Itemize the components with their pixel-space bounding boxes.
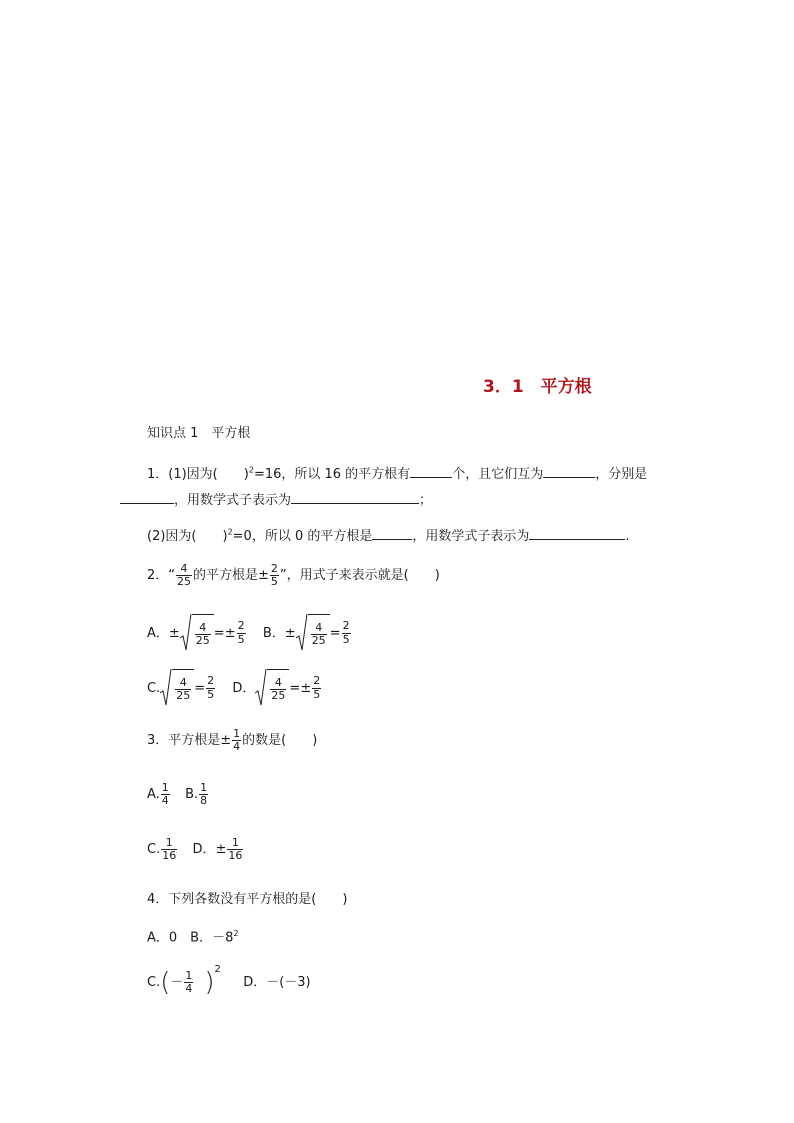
option-b[interactable]: B. $\frac{1}{8}$ (185, 781, 208, 808)
question-2-stem: 2．“ $\frac{4}{25}$ 的平方根是± $\frac{2}{5}$ ”，用式子来表示就是( ) (147, 562, 440, 589)
question-1-line-2: ，用数学式子表示为 ； (120, 491, 432, 507)
option-a[interactable]: A. $\frac{1}{4}$ (147, 781, 169, 808)
option-a[interactable]: A．± $\frac{4}{25}$ =± $\frac{2}{5}$ (147, 626, 251, 641)
answer-blank[interactable] (372, 527, 412, 540)
square-root: $\frac{4}{25}$ (160, 669, 194, 707)
answer-blank[interactable] (120, 491, 174, 504)
square-root: $\frac{4}{25}$ (296, 614, 330, 652)
question-3-options-cd (147, 837, 244, 862)
fraction: $\frac{4}{25}$ (177, 562, 192, 589)
page-title: 3．1 平方根 (483, 377, 592, 397)
question-1-line-3: (2)因为( )$^2$=0，所以 0 的平方根是 ，用数学式子表示为 . (147, 527, 630, 544)
option-b[interactable]: B．± $\frac{4}{25}$ = $\frac{2}{5}$ (263, 626, 352, 641)
answer-blank[interactable] (529, 527, 625, 540)
option-d[interactable]: D．± $\frac{1}{16}$ (192, 836, 243, 863)
answer-blank[interactable] (543, 465, 595, 478)
square-root: $\frac{4}{25}$ (180, 614, 214, 652)
question-3-options-ab (147, 782, 209, 807)
question-2-options-ab (147, 614, 352, 652)
answer-blank[interactable] (410, 465, 452, 478)
fraction: $\frac{2}{5}$ (270, 562, 278, 589)
question-4-options-cd (147, 965, 311, 996)
question-2-options-cd (147, 669, 322, 707)
question-4-options-ab[interactable]: A．0 B．$-8^2$ (147, 929, 239, 946)
option-d[interactable]: D． $\frac{4}{25}$ =± $\frac{2}{5}$ (232, 681, 322, 696)
question-1-line-1: 1．(1)因为( )$^2$=16，所以 16 的平方根有 个，且它们互为 ，分别是 (147, 465, 648, 482)
option-c[interactable]: C. $\frac{1}{16}$ (147, 836, 177, 863)
answer-blank[interactable] (291, 491, 419, 504)
option-d[interactable]: D．－(－3) (243, 975, 311, 990)
option-c[interactable]: C.(－ $\frac{1}{4}$ )$^2$ (147, 964, 221, 998)
question-3-stem: 3．平方根是± $\frac{1}{4}$ 的数是( ) (147, 727, 318, 754)
question-4-stem: 4．下列各数没有平方根的是( ) (147, 892, 348, 907)
fraction: $\frac{1}{4}$ (233, 727, 241, 754)
section-heading: 知识点 1 平方根 (147, 426, 251, 441)
square-root: $\frac{4}{25}$ (255, 669, 289, 707)
option-c[interactable]: C. $\frac{4}{25}$ = $\frac{2}{5}$ (147, 681, 220, 696)
